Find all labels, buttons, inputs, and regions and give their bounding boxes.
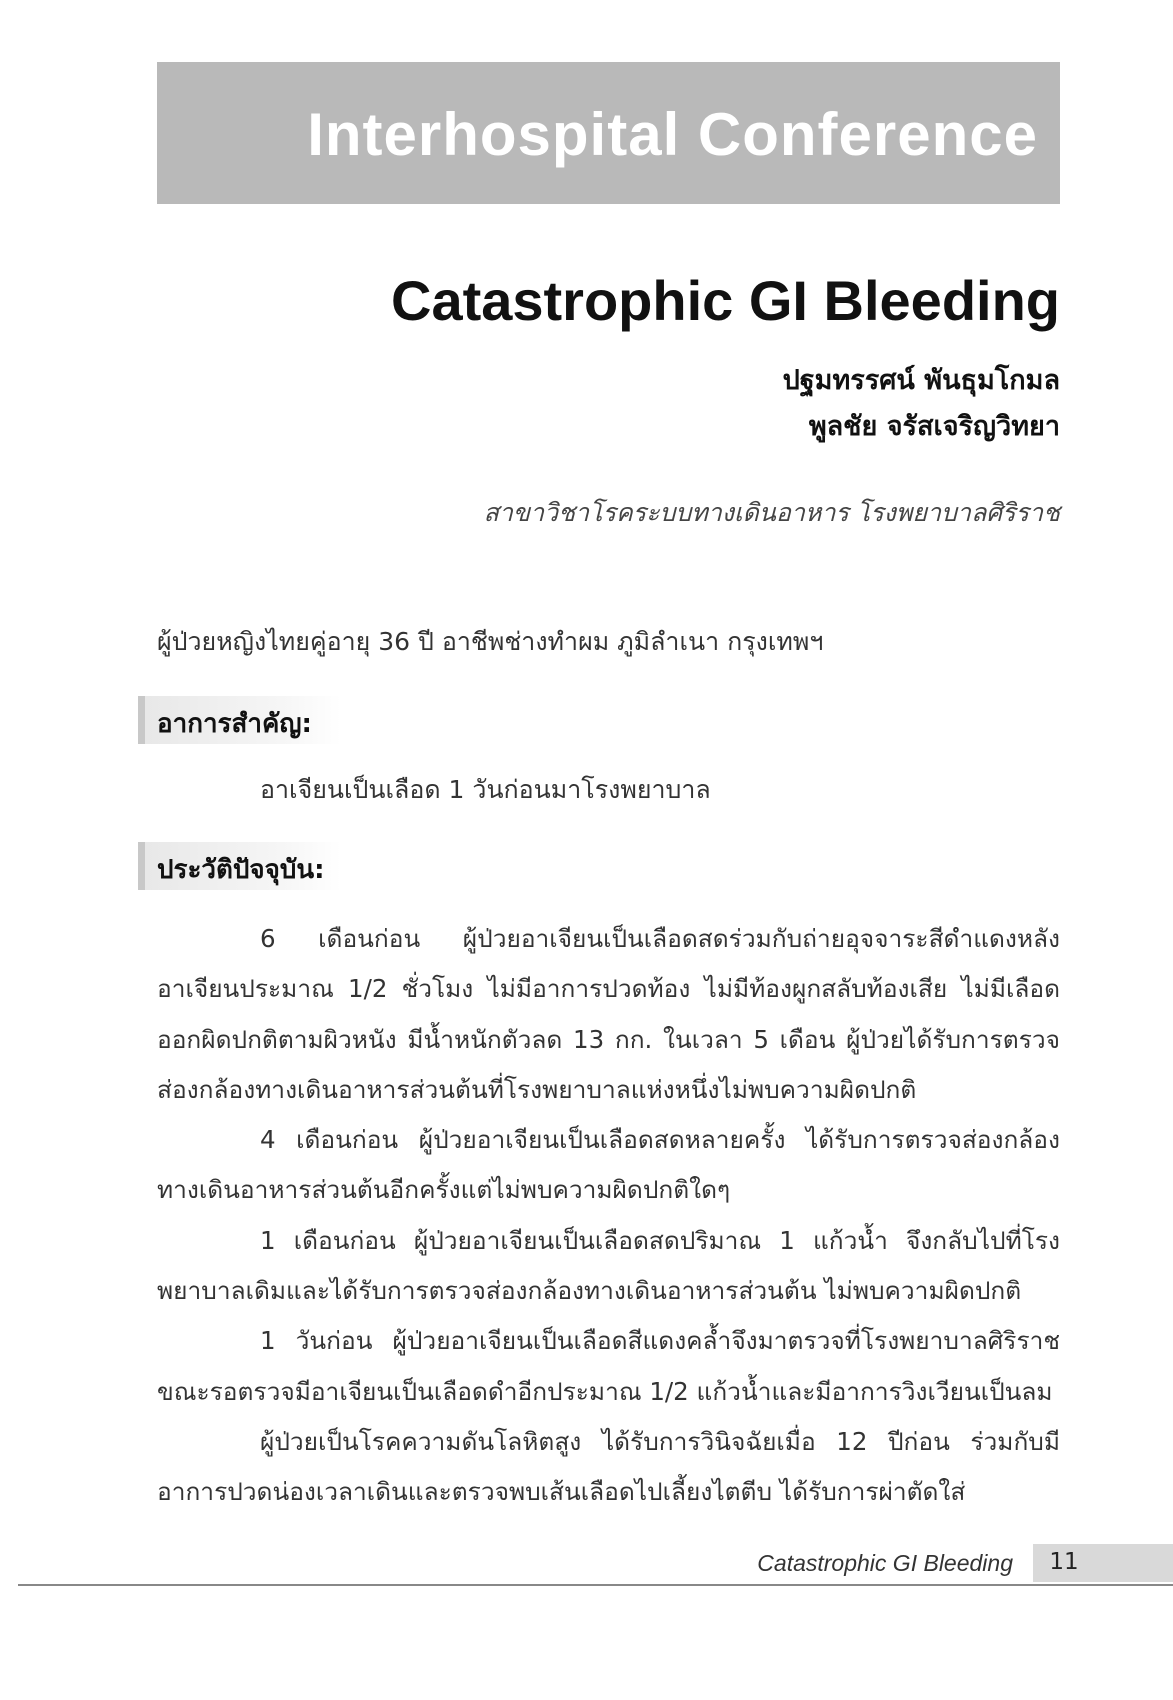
patient-intro: ผู้ป่วยหญิงไทยคู่อายุ 36 ปี อาชีพช่างทำผม ภูมิลำเนา กรุงเทพฯ xyxy=(157,627,824,656)
paragraph: ผู้ป่วยเป็นโรคความดันโลหิตสูง ได้รับการวินิจฉัยเมื่อ 12 ปีก่อน ร่วมกับมีอาการปวดน่องเวลาเดินและตรวจพบเส้นเลือดไปเลี้ยงไตตีบ ได้รับการผ่าตัดใส่ xyxy=(157,1426,1060,1507)
author-2: พูลชัย จรัสเจริญวิทยา xyxy=(808,411,1060,442)
paragraph: 1 เดือนก่อน ผู้ป่วยอาเจียนเป็นเลือดสดปริมาณ 1 แก้วน้ำ จึงกลับไปที่โรงพยาบาลเดิมและได้รับการตรวจส่องกล้องทางเดินอาหารส่วนต้น ไม่พบความผิดปกติ xyxy=(157,1225,1060,1306)
paragraph: 4 เดือนก่อน ผู้ป่วยอาเจียนเป็นเลือดสดหลายครั้ง ได้รับการตรวจส่องกล้องทางเดินอาหารส่วนต้นอีกครั้งแต่ไม่พบความผิดปกติใดๆ xyxy=(157,1125,1060,1205)
section-heading-present-illness xyxy=(138,842,341,890)
chief-complaint-text: อาเจียนเป็นเลือด 1 วันก่อนมาโรงพยาบาล xyxy=(260,775,711,804)
banner-title: Interhospital Conference xyxy=(307,101,1038,168)
running-title: Catastrophic GI Bleeding xyxy=(757,1550,1013,1576)
page-number: 11 xyxy=(1049,1549,1079,1575)
chief-complaint-heading: อาการสำคัญ: xyxy=(157,709,312,739)
page-number-box xyxy=(1033,1544,1173,1582)
present-illness-heading: ประวัติปัจจุบัน: xyxy=(157,855,325,885)
present-illness-body xyxy=(157,914,1060,1518)
paragraph: 6 เดือนก่อน ผู้ป่วยอาเจียนเป็นเลือดสดร่วมกับถ่ายอุจจาระสีดำแดงหลังอาเจียนประมาณ 1/2 ชั่วโมง ไม่มีอาการปวดท้อง ไม่มีท้องผูกสลับท้องเสีย ไม่มีเลือดออกผิดปกติตามผิวหนัง มีน้ำหนักตัวลด 13 กก. ในเวลา 5 เดือน ผู้ป่วยได้รับการตรวจส่องกล้องทางเดินอาหารส่วนต้นที่โรงพยาบาลแห่งหนึ่งไม่พบความผิดปกติ xyxy=(157,924,1060,1104)
affiliation: สาขาวิชาโรคระบบทางเดินอาหาร โรงพยาบาลศิริราช xyxy=(483,498,1060,527)
footer-rule xyxy=(18,1584,1173,1586)
article-title: Catastrophic GI Bleeding xyxy=(391,269,1060,332)
section-heading-chief-complaint xyxy=(138,696,341,744)
author-1: ปฐมทรรศน์ พันธุมโกมล xyxy=(782,365,1060,396)
paragraph: 1 วันก่อน ผู้ป่วยอาเจียนเป็นเลือดสีแดงคล้ำจึงมาตรวจที่โรงพยาบาลศิริราช ขณะรอตรวจมีอาเจียนเป็นเลือดดำอีกประมาณ 1/2 แก้วน้ำและมีอาการวิงเวียนเป็นลม xyxy=(157,1326,1060,1406)
header-banner xyxy=(157,62,1060,204)
